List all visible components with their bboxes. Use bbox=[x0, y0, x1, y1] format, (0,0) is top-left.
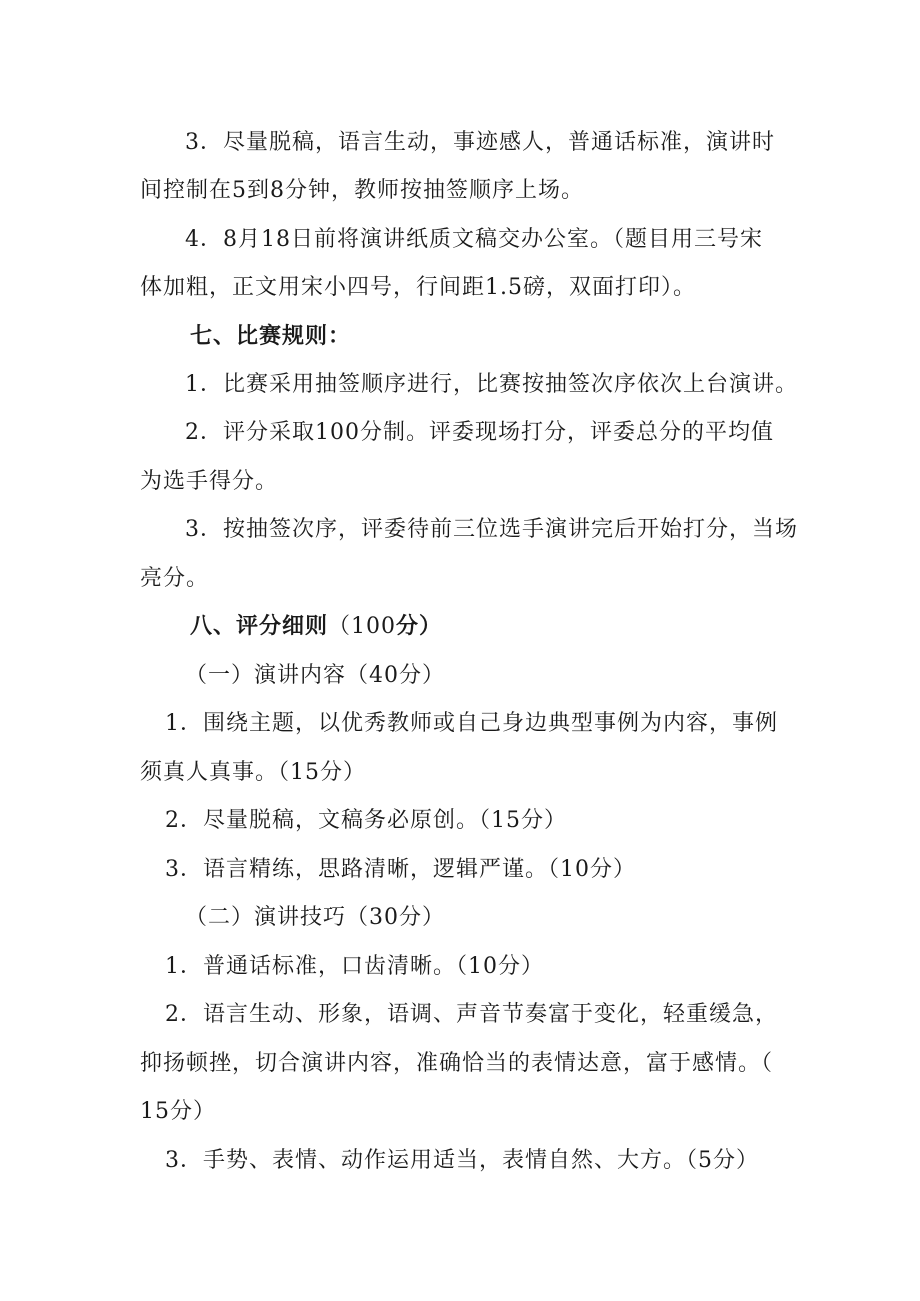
section-heading-text: 八、评分细则 bbox=[190, 614, 329, 639]
paragraph-line: 须真人真事。（15分） bbox=[140, 760, 366, 785]
paragraph-line: 3．语言精练，思路清晰，逻辑严谨。（10分） bbox=[165, 857, 636, 882]
paragraph-line: 1．围绕主题，以优秀教师或自己身边典型事例为内容，事例 bbox=[165, 711, 778, 736]
paragraph-line: 亮分。 bbox=[140, 566, 210, 591]
section-heading: 七、比赛规则： bbox=[190, 324, 352, 349]
paragraph-line: 4．8月18日前将演讲纸质文稿交办公室。（题目用三号宋 bbox=[185, 227, 763, 252]
paragraph-line: 2．尽量脱稿，文稿务必原创。（15分） bbox=[165, 808, 567, 833]
paragraph-line: 3．尽量脱稿，语言生动，事迹感人，普通话标准，演讲时 bbox=[185, 130, 775, 155]
paragraph-line: 体加粗，正文用宋小四号，行间距1.5磅，双面打印）。 bbox=[140, 275, 696, 300]
subsection-heading: （二）演讲技巧（30分） bbox=[185, 905, 445, 930]
paragraph-line: 2．评分采取100分制。评委现场打分，评委总分的平均值 bbox=[185, 420, 774, 445]
section-heading-points: （100 bbox=[328, 614, 397, 639]
paragraph-line: 间控制在5到8分钟，教师按抽签顺序上场。 bbox=[140, 178, 584, 203]
section-heading-unit: 分） bbox=[396, 614, 443, 639]
paragraph-line: 抑扬顿挫，切合演讲内容，准确恰当的表情达意，富于感情。（ bbox=[140, 1051, 774, 1076]
paragraph-line: 1．比赛采用抽签顺序进行，比赛按抽签次序依次上台演讲。 bbox=[185, 372, 798, 397]
paragraph-line: 为选手得分。 bbox=[140, 469, 279, 494]
paragraph-line: 1．普通话标准，口齿清晰。（10分） bbox=[165, 954, 544, 979]
subsection-heading: （一）演讲内容（40分） bbox=[185, 663, 445, 688]
section-heading bbox=[190, 612, 442, 642]
paragraph-line: 3．手势、表情、动作运用适当，表情自然、大方。（5分） bbox=[165, 1148, 759, 1173]
paragraph-line: 15分） bbox=[140, 1099, 216, 1124]
paragraph-line: 3．按抽签次序，评委待前三位选手演讲完后开始打分，当场 bbox=[185, 517, 798, 542]
paragraph-line: 2．语言生动、形象，语调、声音节奏富于变化，轻重缓急， bbox=[165, 1002, 778, 1027]
